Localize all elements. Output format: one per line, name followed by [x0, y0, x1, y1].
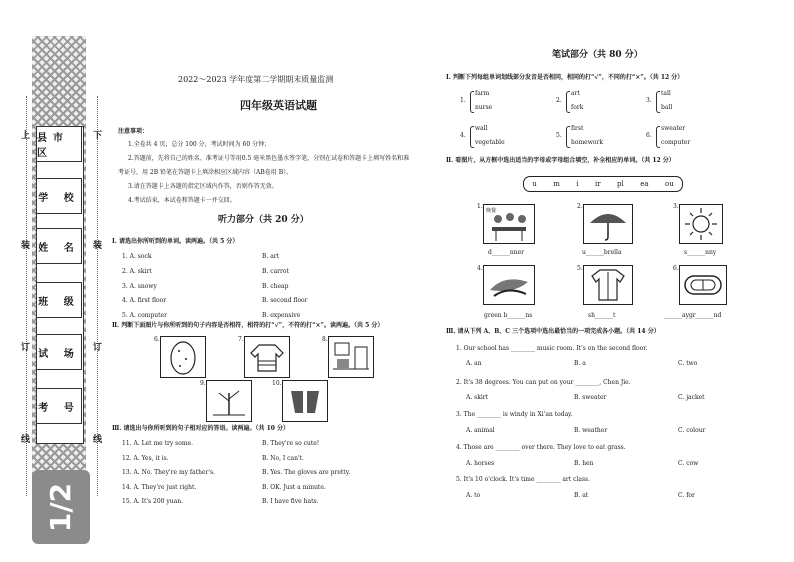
dinner-caption: 晚餐: [486, 208, 497, 214]
option-b: B. No, I can't.: [262, 455, 304, 462]
written-q3-prompt: Ⅲ. 请从下列 A、B、C 三个选项中选出最恰当的一项完成各小题。（共 14 分）: [446, 328, 660, 335]
option-a: 12. A. Yes, it is.: [122, 455, 169, 462]
pic-number: 8.: [322, 336, 328, 343]
written-heading: 笔试部分（共 80 分）: [552, 50, 643, 60]
field-exam-room: 试 场: [36, 334, 82, 370]
letter-choice: ir: [594, 180, 601, 188]
word-blank: ______aygr______nd: [664, 312, 722, 319]
note-item: 考证号，用 2B 铅笔在答题卡上填涂相应区域内容（AB卷用 B）。: [118, 169, 293, 176]
pic-number: 2.: [577, 203, 583, 210]
option-a: 2. A. skirt: [122, 268, 152, 275]
option-a: 5. A. computer: [122, 312, 167, 319]
brace: [566, 126, 570, 148]
word: computer: [661, 139, 691, 146]
written-q2-prompt: Ⅱ. 看图片，从方框中选出适当的字母或字母组合填空，补全相应的单词。（共 12 分）: [446, 157, 675, 164]
playground-picture: [679, 265, 727, 305]
mc-option: B. at: [574, 492, 589, 499]
group-number: 1.: [460, 97, 466, 104]
letter-choice: u: [532, 180, 537, 188]
pic-number: 7.: [238, 336, 244, 343]
letter-choice: m: [553, 180, 560, 188]
cut-mark: 线: [21, 435, 31, 445]
option-a: 4. A. first floor: [122, 297, 167, 304]
option-b: B. carrot: [262, 268, 289, 275]
mc-option: B. weather: [574, 427, 608, 434]
cut-mark: 装: [93, 241, 103, 251]
mc-option: A. horses: [466, 460, 495, 467]
listen-q2-prompt: Ⅱ. 判断下面图片与你所听到的句子内容是否相符，相符的打“√”，不符的打“×”。读两遍。（共 5 分）: [112, 322, 384, 329]
option-a: 15. A. It's 200 yuan.: [122, 498, 183, 505]
option-b: B. They're so cute!: [262, 440, 320, 447]
mc-question: 5. It's 10 o'clock. It's time ________ art class.: [456, 476, 591, 483]
dinner-picture: [483, 204, 535, 244]
group-number: 3.: [646, 97, 652, 104]
pic-number: 6.: [154, 336, 160, 343]
mc-option: A. animal: [466, 427, 495, 434]
mc-option: B. hen: [574, 460, 594, 467]
cut-mark: 装: [21, 241, 31, 251]
cut-mark: 订: [21, 343, 31, 353]
mc-question: 2. It's 38 degrees. You can put on your ________, Chen Jie.: [456, 379, 631, 386]
word-blank: green b______ns: [484, 312, 533, 319]
shirt-picture: [583, 265, 633, 305]
option-b: B. OK. Just a minute.: [262, 484, 326, 491]
mc-question: 1. Our school has ________ music room. It's on the second floor.: [456, 345, 648, 352]
potato-picture: [160, 336, 206, 378]
pic-number: 3.: [673, 203, 679, 210]
brace: [656, 126, 660, 148]
sweater-picture: [244, 336, 290, 378]
listening-heading: 听力部分（共 20 分）: [218, 215, 309, 225]
word: sweater: [661, 125, 686, 132]
field-school: 学 校: [36, 178, 82, 214]
pic-number: 6.: [673, 265, 679, 272]
umbrella-picture: [583, 204, 633, 244]
letter-choice: ea: [640, 180, 649, 188]
word-blank: d______nner: [488, 249, 524, 256]
option-b: B. I have five hats.: [262, 498, 319, 505]
option-b: B. Yes. The gloves are pretty.: [262, 469, 351, 476]
field-class: 班 级: [36, 282, 82, 318]
brace: [566, 91, 570, 113]
pic-number: 4.: [477, 265, 483, 272]
cut-mark: 订: [93, 343, 103, 353]
word: first: [571, 125, 584, 132]
cut-mark: 上: [21, 131, 31, 141]
note-item: 3.请在答题卡上各题的指定区域内作答，否则作答无效。: [128, 183, 278, 190]
field-exam-number: 考 号: [36, 388, 82, 424]
word: art: [571, 90, 580, 97]
word: farm: [475, 90, 490, 97]
mc-option: C. jacket: [678, 394, 705, 401]
mc-option: A. skirt: [466, 394, 489, 401]
option-b: B. cheap: [262, 283, 289, 290]
cut-mark: 线: [93, 435, 103, 445]
listen-q3-prompt: Ⅲ. 请选出与你所听到的句子相对应的答语。读两遍。（共 10 分）: [112, 425, 290, 432]
field-name: 姓 名: [36, 228, 82, 264]
pic-number: 9.: [200, 380, 206, 387]
word: wall: [475, 125, 488, 132]
pic-number: 1.: [477, 203, 483, 210]
brace: [470, 126, 474, 148]
brace: [656, 91, 660, 113]
note-item: 2.答题前，先将自己的姓名、准考证号等用0.5 毫米黑色墨水签字笔，分别在试卷和答题卡上填写姓名和准: [128, 155, 410, 162]
letter-choice: ou: [665, 180, 674, 188]
mc-option: B. sweater: [574, 394, 607, 401]
green-beans-picture: [483, 265, 535, 305]
mc-option: C. two: [678, 360, 698, 367]
pic-number: 5.: [577, 265, 583, 272]
cut-mark: 下: [93, 131, 103, 141]
option-b: B. second floor: [262, 297, 308, 304]
letter-choice: pl: [617, 180, 624, 188]
mc-option: C. cow: [678, 460, 699, 467]
note-item: 4.考试结束，本试卷和答题卡一并交回。: [128, 197, 236, 204]
letter-choice: i: [576, 180, 579, 188]
mc-question: 3. The ________ is windy in Xi'an today.: [456, 411, 573, 418]
mc-option: A. an: [466, 360, 482, 367]
option-b: B. expensive: [262, 312, 301, 319]
word: ball: [661, 104, 673, 111]
word: fork: [571, 104, 584, 111]
option-a: 11. A. Let me try some.: [122, 440, 194, 447]
mc-option: C. for: [678, 492, 695, 499]
notes-heading: 注意事项：: [118, 128, 149, 135]
group-number: 2.: [556, 97, 562, 104]
room-picture: [328, 336, 374, 378]
word-blank: u______brella: [582, 249, 622, 256]
gloves-picture: [282, 380, 328, 422]
page-badge: 1/2: [32, 470, 90, 544]
snowy-tree-picture: [206, 380, 252, 422]
word-blank: sh______t: [588, 312, 616, 319]
letter-choices-box: [523, 176, 683, 192]
mc-option: B. a: [574, 360, 586, 367]
option-a: 14. A. They're just right.: [122, 484, 197, 491]
mc-question: 4. Those are ________ over there. They love to eat grass.: [456, 444, 626, 451]
word: homework: [571, 139, 603, 146]
word-blank: s______nny: [684, 249, 717, 256]
exam-header: 2022～2023 学年度第二学期期末质量监测: [178, 75, 334, 84]
word: vegetable: [475, 139, 505, 146]
word: nurse: [475, 104, 493, 111]
listen-q1-prompt: Ⅰ. 请选出你所听到的单词。读两遍。（共 5 分）: [112, 238, 239, 245]
group-number: 4.: [460, 132, 466, 139]
option-a: 1. A. sock: [122, 253, 152, 260]
note-item: 1.全卷共 4 页，总分 100 分，考试时间为 60 分钟；: [128, 141, 271, 148]
group-number: 5.: [556, 132, 562, 139]
option-a: 13. A. No. They're my father's.: [122, 469, 216, 476]
page-title: 四年级英语试题: [240, 99, 317, 112]
mc-option: A. to: [466, 492, 481, 499]
brace: [470, 91, 474, 113]
sun-picture: [679, 204, 723, 244]
group-number: 6.: [646, 132, 652, 139]
option-b: B. art: [262, 253, 280, 260]
option-a: 3. A. snowy: [122, 283, 157, 290]
mc-option: C. colour: [678, 427, 706, 434]
field-county: 县市区: [36, 126, 82, 162]
written-q1-prompt: Ⅰ. 判断下列每组单词划线部分发音是否相同，相同的打“√”，不同的打“×”。（共 12 分）: [446, 74, 684, 81]
word: tall: [661, 90, 671, 97]
pic-number: 10.: [272, 380, 282, 387]
